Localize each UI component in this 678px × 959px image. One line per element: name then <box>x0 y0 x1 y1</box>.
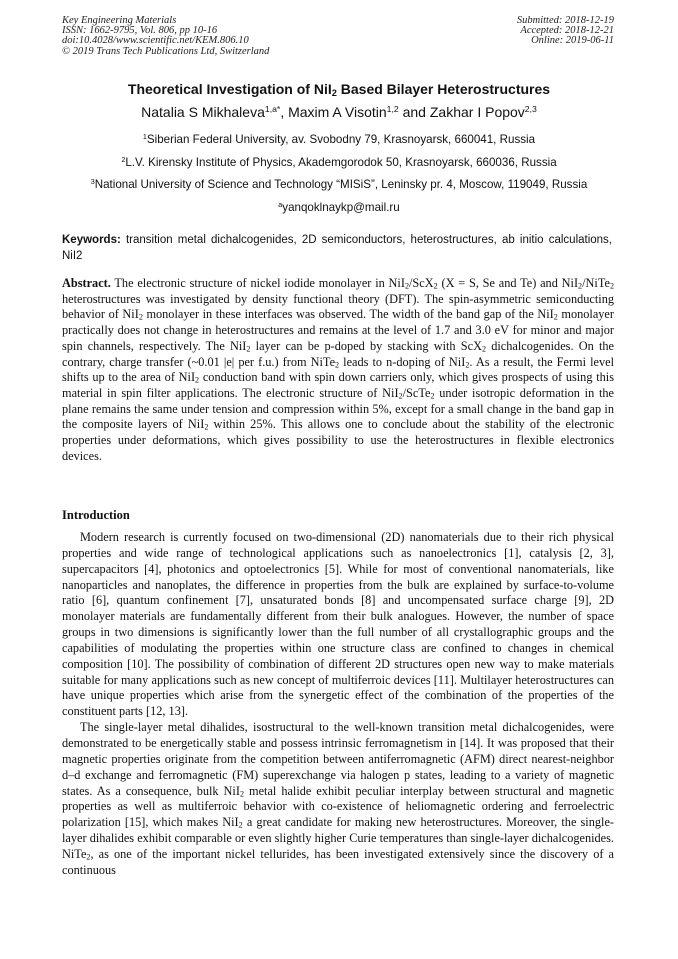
copyright: © 2019 Trans Tech Publications Ltd, Switzerland <box>62 45 270 57</box>
affiliation-3 <box>0 178 678 191</box>
author-separator: and <box>398 104 430 120</box>
corresponding-email <box>0 201 678 214</box>
affiliation-1 <box>0 133 678 146</box>
author-3-affil: 2,3 <box>524 104 537 115</box>
author-2: Maxim A Visotin <box>288 104 387 120</box>
abstract-label: Abstract. <box>62 276 111 290</box>
submitted-date: Submitted: 2018-12-19 <box>516 15 614 26</box>
journal-name: Key Engineering Materials <box>62 15 177 26</box>
keywords-label: Keywords: <box>62 234 121 246</box>
title-text-end: Based Bilayer Heterostructures <box>336 81 551 97</box>
affiliation-text: L.V. Kirensky Institute of Physics, Akademgorodok 50, Krasnoyarsk, 660036, Russia <box>125 156 557 169</box>
author-1: Natalia S Mikhaleva <box>141 104 265 120</box>
author-list <box>0 104 678 120</box>
title-text: Theoretical Investigation of NiI <box>127 81 332 97</box>
keywords-text: transition metal dichalcogenides, 2D semiconductors, heterostructures, ab initio calculations, NiI2 <box>62 234 612 262</box>
affiliation-number: 2 <box>121 155 126 165</box>
affiliation-2 <box>0 156 678 169</box>
journal-header <box>62 16 269 57</box>
dates-header <box>517 16 614 47</box>
email-marker: a <box>278 200 283 210</box>
paragraph: Modern research is currently focused on two-dimensional (2D) nanomaterials due to their rich physical properties and wide range of technological applications such as nanoelectronics [1], catalysis [2, 3], supercapacitors [4], photonics and optoelectronics [5]. While for most of conventional nanomaterials, like nanoparticles and nanoplates, the difference in properties from the bulk are explained by surface-to-volume ratio [6], quantum confinement [7], unsaturated bonds [8] and uncompensated surface charge [9], 2D monolayer materials are fundamentally different from their bulk analogues. However, the number of space groups in two dimensions is significantly lower than the full number of all crystallographic groups and the capabilities of modulating the properties within one structure class are confined to changes in chemical composition [10]. The possibility of combination of different 2D structures open new way to make materials suitable for many applications such as new concept of multiferroic devices [11]. Multilayer heterostructures can have unique properties which arise from the synergetic effect of the combination of the properties of the constituent parts [12, 13]. <box>62 530 614 719</box>
paper-title <box>0 81 678 97</box>
issn-volume: ISSN: 1662-9795, Vol. 806, pp 10-16 <box>62 25 218 37</box>
online-date: Online: 2019-06-11 <box>531 35 614 47</box>
introduction-body <box>62 530 614 879</box>
author-separator: , <box>280 104 289 120</box>
paragraph: The single-layer metal dihalides, isostructural to the well-known transition metal dichalcogenides, were demonstrated to be energetically stable and possess intrinsic ferromagnetism in [14]. It was proposed that their magnetic properties originate from the competition between antiferromagnetic (AFM) direct nearest-neighbor d–d exchange and ferromagnetic (FM) superexchange via halogen p states, leading to a variety of magnetic states. As a consequence, bulk NiI$_2$ metal halide exhibit peculiar interplay between structural and magnetic properties as well as multiferroic behavior with co-existence of heliomagnetic ordering and ferroelectric polarization [15], which makes NiI$_2$ a great candidate for making new heterostructures. Moreover, the single-layer dihalides exhibit comparable or even slightly higher Curie temperatures than single-layer dichalcogenides. NiTe$_2$, as one of the important nickel tellurides, has been investigated extensively since the discovery of a continuous <box>62 720 614 877</box>
section-heading-introduction: Introduction <box>62 508 130 522</box>
affiliation-text: National University of Science and Technology “MISiS”, Leninsky pr. 4, Moscow, 119049, Russia <box>94 178 588 191</box>
author-3: Zakhar I Popov <box>429 104 525 120</box>
accepted-date: Accepted: 2018-12-21 <box>520 25 614 37</box>
doi: doi:10.4028/www.scientific.net/KEM.806.10 <box>62 35 249 47</box>
abstract: Abstract. The electronic structure of nickel iodide monolayer in NiI$_2$/ScX$_2$ (X = S, Se and Te) and NiI$_2$/NiTe$_2$ heterostructures was investigated by density functional theory (DFT). The spin-asymmetric semiconducting behavior of NiI$_2$ monolayer in these interfaces was observed. The width of the band gap of the NiI$_2$ monolayer practically does not change in heterostructures and remains at the level of 1.7 and 3.0 eV for minor and major spin channels, respectively. The NiI$_2$ layer can be p-doped by stacking with ScX$_2$ dichalcogenides. On the contrary, charge transfer (~0.01 |e| per f.u.) from NiTe$_2$ leads to n-doping of NiI$_2$. As a result, the Fermi level shifts up to the area of NiI$_2$ conduction band with spin down carriers only, which gives prospects of using this material in spin filter applications. The electronic structure of NiI$_2$/ScTe$_2$ under isotropic deformation in the plane remains the same under tension and compression within 5%, except for a small change in the band gap in the composite layers of NiI$_2$ within 25%. This allows one to conclude about the stability of the electronic properties under deformations, which gives possibility to use the heterostructures in flexible electronics devices. <box>62 276 615 463</box>
title-subscript: 2 <box>331 87 337 98</box>
author-2-affil: 1,2 <box>386 104 399 115</box>
affiliation-number: 3 <box>90 177 95 187</box>
author-1-affil: 1,a* <box>264 104 281 115</box>
keywords <box>62 233 612 264</box>
email-address[interactable]: yanqoklnaykp@mail.ru <box>282 201 400 214</box>
affiliation-text: Siberian Federal University, av. Svobodny 79, Krasnoyarsk, 660041, Russia <box>146 133 536 146</box>
affiliation-number: 1 <box>142 132 147 142</box>
